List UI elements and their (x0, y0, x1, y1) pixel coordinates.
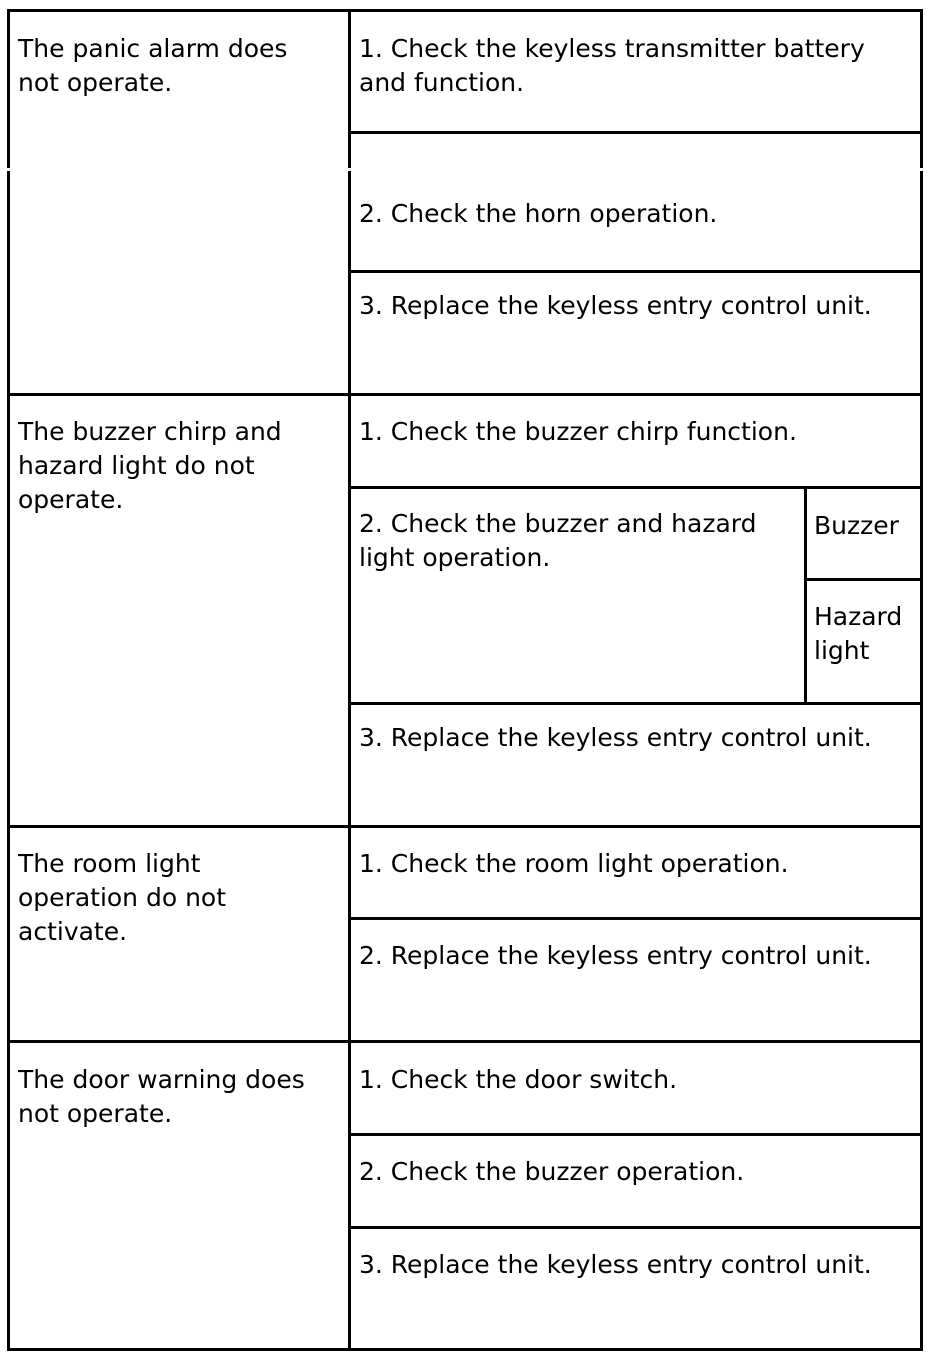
step-cell: 3. Replace the keyless entry control unit. (359, 291, 872, 320)
border-bottom (8, 1348, 923, 1351)
step-cell: 3. Replace the keyless entry control unit. (359, 723, 872, 752)
step-cell: 1. Check the door switch. (359, 1065, 678, 1094)
divider (349, 131, 923, 134)
step-cell: 1. Check the room light operation. (359, 849, 789, 878)
step-cell: 2. Check the buzzer operation. (359, 1157, 745, 1186)
page-break-gap (0, 168, 944, 171)
step-cell: 3. Replace the keyless entry control unit. (359, 1250, 872, 1279)
step-cell: 2. Replace the keyless entry control unit. (359, 941, 872, 970)
step-cell: 2. Check the horn operation. (359, 199, 718, 228)
step-cell: 1. Check the buzzer chirp function. (359, 417, 797, 446)
border-right (920, 9, 923, 1351)
symptom-cell: The door warning does not operate. (18, 1065, 305, 1128)
step-cell: 1. Check the keyless transmitter battery and function. (359, 34, 865, 97)
step-cell: 2. Check the buzzer and hazard light operation. (359, 509, 757, 572)
symptom-cell: The room light operation do not activate. (18, 849, 227, 946)
symptom-cell: The panic alarm does not operate. (18, 34, 288, 97)
border-left (7, 9, 10, 1351)
sub-cell-hazard-light: Hazard light (814, 602, 903, 665)
sub-cell-buzzer: Buzzer (814, 511, 899, 540)
symptom-cell: The buzzer chirp and hazard light do not operate. (18, 417, 282, 514)
